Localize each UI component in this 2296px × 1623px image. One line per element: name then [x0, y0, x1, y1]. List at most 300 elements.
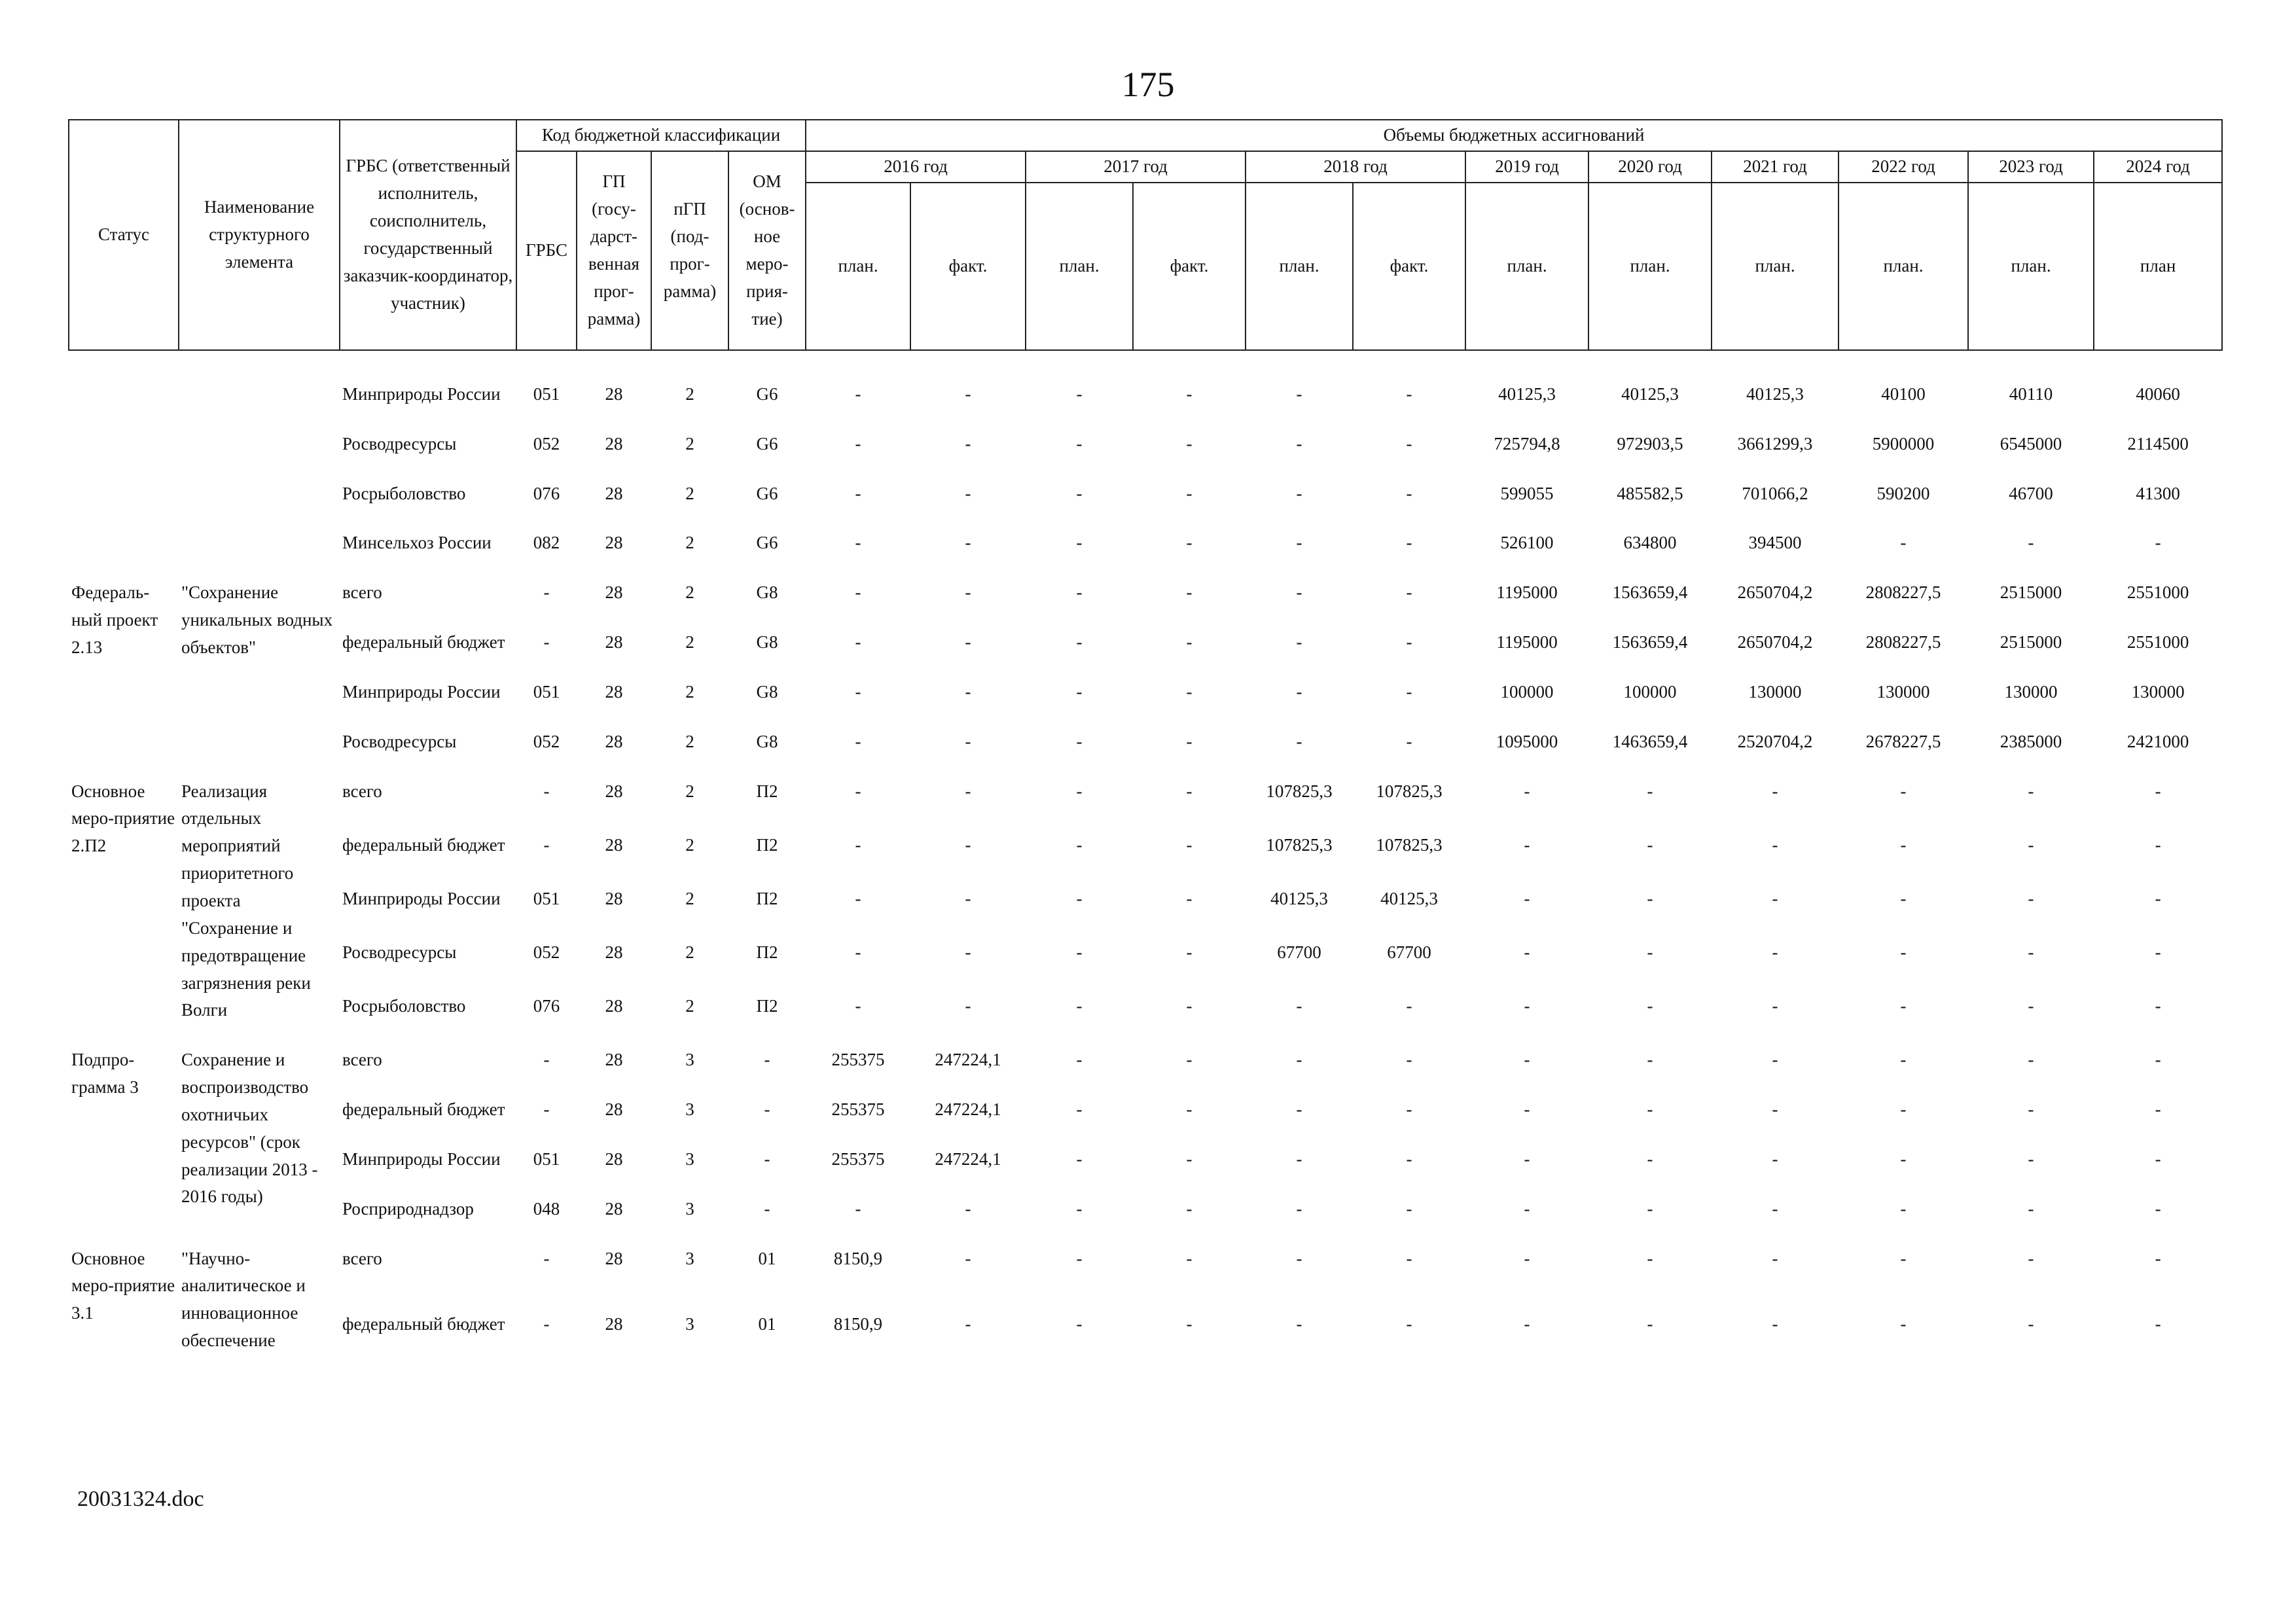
row-grbs-name: Росрыболовство: [342, 483, 466, 503]
row-value-cell: -: [965, 533, 971, 553]
table-row: [69, 717, 2222, 766]
row-grbs-code: 051: [533, 681, 560, 702]
row-status: [69, 350, 179, 567]
row-grbs-code: 048: [533, 1198, 560, 1219]
row-grbs-code: 051: [533, 383, 560, 404]
row-value-cell: -: [855, 483, 861, 503]
row-value-cell: -: [1406, 1248, 1412, 1268]
row-value-cell: -: [1772, 1050, 1778, 1070]
header-code-group: Код бюджетной классификации: [516, 120, 806, 151]
row-grbs-name: Минприроды России: [342, 1149, 501, 1169]
row-value-cell: -: [2155, 1050, 2161, 1070]
row-grbs-name: всего: [342, 1050, 382, 1070]
row-value-cell: 6545000: [2000, 433, 2062, 454]
row-value-cell: 2551000: [2126, 582, 2189, 603]
row-pgp-code: 3: [685, 1314, 694, 1334]
row-value-cell: -: [1186, 632, 1193, 652]
row-value-cell: -: [1406, 1050, 1412, 1070]
row-value-cell: -: [1076, 433, 1083, 454]
row-value-cell: 394500: [1748, 533, 1802, 553]
row-value-cell: -: [1900, 888, 1907, 908]
row-gp-code: 28: [605, 383, 623, 404]
row-value-cell: -: [1647, 1248, 1653, 1268]
row-value-cell: -: [1186, 681, 1193, 702]
row-value-cell: -: [1186, 942, 1193, 962]
row-value-cell: -: [1524, 1248, 1530, 1268]
row-value-cell: -: [1296, 483, 1302, 503]
row-value-cell: -: [2155, 781, 2161, 801]
row-value-cell: -: [2155, 1198, 2161, 1219]
row-grbs-code: 082: [533, 533, 560, 553]
row-grbs-name: всего: [342, 781, 382, 801]
row-value-cell: -: [1772, 1099, 1778, 1120]
row-value-cell: 2678227,5: [1865, 731, 1941, 751]
row-value-cell: -: [1406, 433, 1412, 454]
header-year: 2017 год: [1026, 151, 1246, 183]
row-value-cell: 2385000: [2000, 731, 2062, 751]
row-value-cell: 2515000: [2000, 632, 2062, 652]
row-value-cell: -: [2028, 888, 2034, 908]
row-value-cell: -: [965, 781, 971, 801]
row-value-cell: -: [965, 383, 971, 404]
row-value-cell: -: [1772, 996, 1778, 1016]
row-value-cell: -: [2028, 1099, 2034, 1120]
row-value-cell: -: [1406, 1099, 1412, 1120]
row-gp-code: 28: [605, 731, 623, 751]
row-pgp-code: 3: [685, 1050, 694, 1070]
row-value-cell: -: [2155, 1149, 2161, 1169]
row-value-cell: -: [2028, 1198, 2034, 1219]
header-year: 2016 год: [806, 151, 1026, 183]
row-value-cell: 40125,3: [1498, 383, 1556, 404]
row-grbs-code: -: [543, 1248, 550, 1268]
row-element-name: [179, 350, 340, 567]
row-value-cell: -: [2028, 1149, 2034, 1169]
row-value-cell: -: [1772, 781, 1778, 801]
header-sub: план.: [1839, 183, 1968, 350]
row-grbs-name: Росрыболовство: [342, 996, 466, 1016]
row-grbs-name: федеральный бюджет: [342, 834, 505, 855]
row-value-cell: -: [1186, 383, 1193, 404]
row-pgp-code: 2: [685, 781, 694, 801]
table-row: [69, 1184, 2222, 1234]
row-element-name: Реализация отдельных мероприятий приоритетного проекта "Сохранение и предотвращение загрязнения реки Волги: [181, 781, 311, 1020]
row-value-cell: -: [1296, 1198, 1302, 1219]
row-value-cell: 1095000: [1496, 731, 1558, 751]
row-value-cell: -: [1186, 483, 1193, 503]
row-value-cell: -: [1772, 1314, 1778, 1334]
row-om-code: П2: [756, 942, 778, 962]
row-value-cell: 40060: [2136, 383, 2180, 404]
row-element-name: "Сохранение уникальных водных объектов": [181, 582, 333, 657]
row-value-cell: 107825,3: [1376, 781, 1443, 801]
row-om-code: G8: [756, 681, 778, 702]
row-om-code: П2: [756, 888, 778, 908]
row-value-cell: 2650704,2: [1737, 632, 1813, 652]
row-gp-code: 28: [605, 888, 623, 908]
table-row: [69, 469, 2222, 518]
row-value-cell: -: [1900, 1149, 1907, 1169]
row-value-cell: -: [1076, 632, 1083, 652]
row-value-cell: -: [1647, 1314, 1653, 1334]
row-value-cell: -: [965, 632, 971, 652]
row-gp-code: 28: [605, 1198, 623, 1219]
row-value-cell: -: [965, 996, 971, 1016]
header-volumes-group: Объемы бюджетных ассигнований: [806, 120, 2222, 151]
table-row: [69, 419, 2222, 469]
row-value-cell: -: [855, 781, 861, 801]
row-value-cell: 972903,5: [1617, 433, 1683, 454]
row-value-cell: -: [1900, 996, 1907, 1016]
row-value-cell: -: [1406, 996, 1412, 1016]
row-value-cell: -: [1186, 1314, 1193, 1334]
row-value-cell: -: [1076, 996, 1083, 1016]
table-row: [69, 1234, 2222, 1300]
row-value-cell: 590200: [1876, 483, 1930, 503]
row-gp-code: 28: [605, 996, 623, 1016]
row-value-cell: 1195000: [1496, 582, 1558, 603]
budget-table: [68, 119, 2223, 1365]
row-grbs-name: федеральный бюджет: [342, 1099, 505, 1120]
row-pgp-code: 2: [685, 383, 694, 404]
row-value-cell: -: [1647, 1149, 1653, 1169]
row-value-cell: -: [1406, 533, 1412, 553]
row-element-name: "Научно-аналитическое и инновационное обеспечение: [181, 1248, 306, 1351]
row-value-cell: 2515000: [2000, 582, 2062, 603]
row-gp-code: 28: [605, 681, 623, 702]
row-value-cell: -: [855, 383, 861, 404]
row-value-cell: -: [1186, 582, 1193, 603]
row-value-cell: -: [1647, 1050, 1653, 1070]
row-value-cell: 255375: [831, 1099, 885, 1120]
row-value-cell: -: [965, 888, 971, 908]
row-value-cell: 2650704,2: [1737, 582, 1813, 603]
row-value-cell: -: [965, 681, 971, 702]
row-grbs-name: всего: [342, 582, 382, 603]
row-value-cell: -: [1524, 1314, 1530, 1334]
row-value-cell: -: [2028, 996, 2034, 1016]
header-year: 2022 год: [1839, 151, 1968, 183]
row-value-cell: -: [1076, 1198, 1083, 1219]
row-element-name: Сохранение и воспроизводство охотничьих ресурсов" (срок реализации 2013 - 2016 годы): [181, 1050, 318, 1207]
table-row: [69, 927, 2222, 981]
row-value-cell: -: [1647, 1099, 1653, 1120]
row-value-cell: -: [1900, 1198, 1907, 1219]
row-pgp-code: 2: [685, 681, 694, 702]
row-value-cell: -: [1524, 888, 1530, 908]
table-row: [69, 820, 2222, 874]
row-value-cell: -: [1076, 483, 1083, 503]
header-sub: план.: [1465, 183, 1588, 350]
row-value-cell: -: [965, 1198, 971, 1219]
table-row: [69, 874, 2222, 927]
header-grbs-long: ГРБС (ответственный исполнитель, соисполнитель, государственный заказчик-координатор, участник): [340, 120, 516, 350]
header-pgp: пГП (под-прог-рамма): [651, 151, 728, 350]
row-value-cell: -: [1772, 1198, 1778, 1219]
row-value-cell: -: [1900, 1050, 1907, 1070]
row-value-cell: 67700: [1387, 942, 1431, 962]
table-row: [69, 1035, 2222, 1084]
row-value-cell: -: [1772, 942, 1778, 962]
row-grbs-name: федеральный бюджет: [342, 1314, 505, 1334]
row-grbs-name: Росводресурсы: [342, 433, 457, 454]
row-value-cell: -: [1647, 1198, 1653, 1219]
row-value-cell: -: [1296, 681, 1302, 702]
row-grbs-code: -: [543, 582, 550, 603]
row-pgp-code: 2: [685, 533, 694, 553]
row-grbs-name: Минприроды России: [342, 681, 501, 702]
table-row: [69, 1134, 2222, 1184]
row-grbs-code: -: [543, 1314, 550, 1334]
header-sub: план.: [806, 183, 910, 350]
row-value-cell: -: [1076, 834, 1083, 855]
row-value-cell: -: [855, 681, 861, 702]
row-value-cell: -: [1647, 888, 1653, 908]
row-value-cell: 40110: [2009, 383, 2053, 404]
row-value-cell: -: [1186, 731, 1193, 751]
row-value-cell: -: [1076, 888, 1083, 908]
row-value-cell: -: [1076, 1149, 1083, 1169]
row-value-cell: -: [855, 632, 861, 652]
row-value-cell: -: [855, 582, 861, 603]
row-value-cell: 100000: [1623, 681, 1677, 702]
row-value-cell: 46700: [2009, 483, 2053, 503]
row-value-cell: -: [965, 942, 971, 962]
table-row: [69, 667, 2222, 717]
row-om-code: G6: [756, 483, 778, 503]
row-pgp-code: 2: [685, 582, 694, 603]
row-value-cell: 255375: [831, 1050, 885, 1070]
row-value-cell: 725794,8: [1494, 433, 1560, 454]
row-gp-code: 28: [605, 834, 623, 855]
row-value-cell: -: [1296, 731, 1302, 751]
row-value-cell: -: [2028, 834, 2034, 855]
row-grbs-code: 051: [533, 1149, 560, 1169]
row-value-cell: -: [965, 1248, 971, 1268]
row-value-cell: 130000: [1748, 681, 1802, 702]
row-value-cell: -: [855, 533, 861, 553]
row-value-cell: 247224,1: [935, 1149, 1001, 1169]
row-status: Основное меро-приятие 3.1: [71, 1248, 175, 1323]
row-om-code: П2: [756, 781, 778, 801]
row-grbs-code: 052: [533, 942, 560, 962]
row-value-cell: 107825,3: [1376, 834, 1443, 855]
row-value-cell: 2551000: [2126, 632, 2189, 652]
row-value-cell: -: [2155, 533, 2161, 553]
row-value-cell: -: [855, 888, 861, 908]
row-value-cell: 100000: [1500, 681, 1554, 702]
table-row: [69, 518, 2222, 567]
row-value-cell: -: [1076, 1248, 1083, 1268]
row-gp-code: 28: [605, 582, 623, 603]
row-value-cell: -: [1524, 1198, 1530, 1219]
row-value-cell: -: [1186, 1198, 1193, 1219]
row-value-cell: -: [1524, 942, 1530, 962]
row-gp-code: 28: [605, 433, 623, 454]
row-value-cell: 41300: [2136, 483, 2180, 503]
row-value-cell: 5900000: [1872, 433, 1935, 454]
row-om-code: G6: [756, 383, 778, 404]
row-value-cell: -: [1186, 1050, 1193, 1070]
row-om-code: 01: [758, 1314, 776, 1334]
header-gp: ГП (госу-дарст-венная прог-рамма): [577, 151, 651, 350]
row-value-cell: -: [1296, 1099, 1302, 1120]
row-gp-code: 28: [605, 483, 623, 503]
row-value-cell: -: [1296, 632, 1302, 652]
row-value-cell: -: [2155, 1314, 2161, 1334]
row-value-cell: 1195000: [1496, 632, 1558, 652]
row-value-cell: -: [1406, 483, 1412, 503]
row-value-cell: -: [1406, 731, 1412, 751]
row-om-code: П2: [756, 834, 778, 855]
row-value-cell: -: [2028, 1314, 2034, 1334]
row-value-cell: 2520704,2: [1737, 731, 1813, 751]
row-value-cell: 130000: [2131, 681, 2185, 702]
row-grbs-code: 052: [533, 433, 560, 454]
row-value-cell: 701066,2: [1742, 483, 1808, 503]
row-grbs-name: Росприроднадзор: [342, 1198, 474, 1219]
row-grbs-code: 052: [533, 731, 560, 751]
row-pgp-code: 2: [685, 483, 694, 503]
row-value-cell: -: [1647, 834, 1653, 855]
row-value-cell: -: [855, 731, 861, 751]
row-value-cell: -: [2155, 996, 2161, 1016]
row-value-cell: -: [1296, 1050, 1302, 1070]
row-value-cell: -: [1406, 383, 1412, 404]
footer-filename: 20031324.doc: [77, 1487, 204, 1511]
row-gp-code: 28: [605, 781, 623, 801]
row-value-cell: -: [965, 731, 971, 751]
row-value-cell: 40125,3: [1621, 383, 1679, 404]
row-value-cell: -: [1296, 996, 1302, 1016]
row-value-cell: -: [1406, 681, 1412, 702]
row-grbs-name: всего: [342, 1248, 382, 1268]
header-status: Статус: [69, 120, 179, 350]
header-sub: факт.: [910, 183, 1026, 350]
row-value-cell: -: [1296, 1314, 1302, 1334]
row-value-cell: 247224,1: [935, 1050, 1001, 1070]
table-row: [69, 981, 2222, 1035]
row-value-cell: -: [1076, 731, 1083, 751]
row-value-cell: -: [1900, 834, 1907, 855]
row-value-cell: -: [2155, 942, 2161, 962]
row-grbs-name: Минсельхоз России: [342, 533, 492, 553]
row-value-cell: -: [1186, 1099, 1193, 1120]
row-value-cell: 40125,3: [1380, 888, 1438, 908]
row-value-cell: -: [965, 483, 971, 503]
row-om-code: П2: [756, 996, 778, 1016]
row-value-cell: -: [1076, 681, 1083, 702]
row-value-cell: -: [1296, 1248, 1302, 1268]
row-grbs-code: -: [543, 1050, 550, 1070]
row-value-cell: 40100: [1881, 383, 1926, 404]
row-pgp-code: 3: [685, 1198, 694, 1219]
row-value-cell: -: [1076, 582, 1083, 603]
row-value-cell: -: [1296, 383, 1302, 404]
row-value-cell: -: [1186, 834, 1193, 855]
row-grbs-name: Минприроды России: [342, 888, 501, 908]
row-value-cell: -: [1772, 834, 1778, 855]
row-gp-code: 28: [605, 1248, 623, 1268]
row-value-cell: 8150,9: [833, 1314, 883, 1334]
row-value-cell: -: [1900, 533, 1907, 553]
row-value-cell: -: [1186, 1149, 1193, 1169]
row-value-cell: 40125,3: [1746, 383, 1804, 404]
row-value-cell: -: [1076, 533, 1083, 553]
row-value-cell: 634800: [1623, 533, 1677, 553]
row-value-cell: -: [855, 1198, 861, 1219]
row-value-cell: -: [1076, 1314, 1083, 1334]
row-value-cell: -: [1186, 781, 1193, 801]
row-om-code: -: [764, 1149, 770, 1169]
row-pgp-code: 3: [685, 1248, 694, 1268]
row-value-cell: -: [1296, 533, 1302, 553]
row-value-cell: -: [855, 942, 861, 962]
row-gp-code: 28: [605, 1314, 623, 1334]
row-value-cell: -: [1186, 1248, 1193, 1268]
row-value-cell: -: [1076, 942, 1083, 962]
header-sub: факт.: [1133, 183, 1246, 350]
row-pgp-code: 2: [685, 834, 694, 855]
row-value-cell: -: [1406, 632, 1412, 652]
row-value-cell: -: [1076, 1050, 1083, 1070]
row-om-code: G6: [756, 533, 778, 553]
row-value-cell: -: [1772, 888, 1778, 908]
row-value-cell: -: [1296, 1149, 1302, 1169]
row-value-cell: -: [1524, 834, 1530, 855]
row-gp-code: 28: [605, 942, 623, 962]
row-value-cell: -: [2028, 1248, 2034, 1268]
row-value-cell: -: [1772, 1149, 1778, 1169]
row-value-cell: 2808227,5: [1865, 632, 1941, 652]
row-value-cell: 130000: [2004, 681, 2058, 702]
row-value-cell: 1563659,4: [1612, 582, 1688, 603]
row-value-cell: 8150,9: [833, 1248, 883, 1268]
row-value-cell: -: [1524, 996, 1530, 1016]
table-body: [69, 350, 2222, 1365]
row-value-cell: -: [1647, 996, 1653, 1016]
row-value-cell: 255375: [831, 1149, 885, 1169]
header-sub: факт.: [1353, 183, 1465, 350]
row-grbs-code: -: [543, 632, 550, 652]
row-pgp-code: 2: [685, 632, 694, 652]
row-value-cell: -: [855, 834, 861, 855]
row-status: Федераль-ный проект 2.13: [71, 582, 158, 657]
row-gp-code: 28: [605, 1099, 623, 1120]
row-om-code: G6: [756, 433, 778, 454]
row-value-cell: 1563659,4: [1612, 632, 1688, 652]
row-value-cell: 2421000: [2126, 731, 2189, 751]
row-status: Подпро-грамма 3: [71, 1050, 139, 1097]
table-row: [69, 567, 2222, 617]
header-name: Наименование структурного элемента: [179, 120, 340, 350]
row-value-cell: -: [1076, 383, 1083, 404]
row-om-code: -: [764, 1198, 770, 1219]
header-year: 2020 год: [1588, 151, 1712, 183]
row-value-cell: -: [855, 433, 861, 454]
row-value-cell: -: [965, 834, 971, 855]
row-value-cell: 526100: [1500, 533, 1554, 553]
row-value-cell: -: [1406, 1198, 1412, 1219]
row-value-cell: -: [1076, 1099, 1083, 1120]
row-pgp-code: 2: [685, 888, 694, 908]
row-value-cell: 247224,1: [935, 1099, 1001, 1120]
header-sub: план: [2094, 183, 2222, 350]
row-grbs-code: 076: [533, 996, 560, 1016]
row-value-cell: -: [1524, 1149, 1530, 1169]
header-om: ОМ (основ-ное меро-прия-тие): [728, 151, 806, 350]
row-value-cell: -: [1076, 781, 1083, 801]
